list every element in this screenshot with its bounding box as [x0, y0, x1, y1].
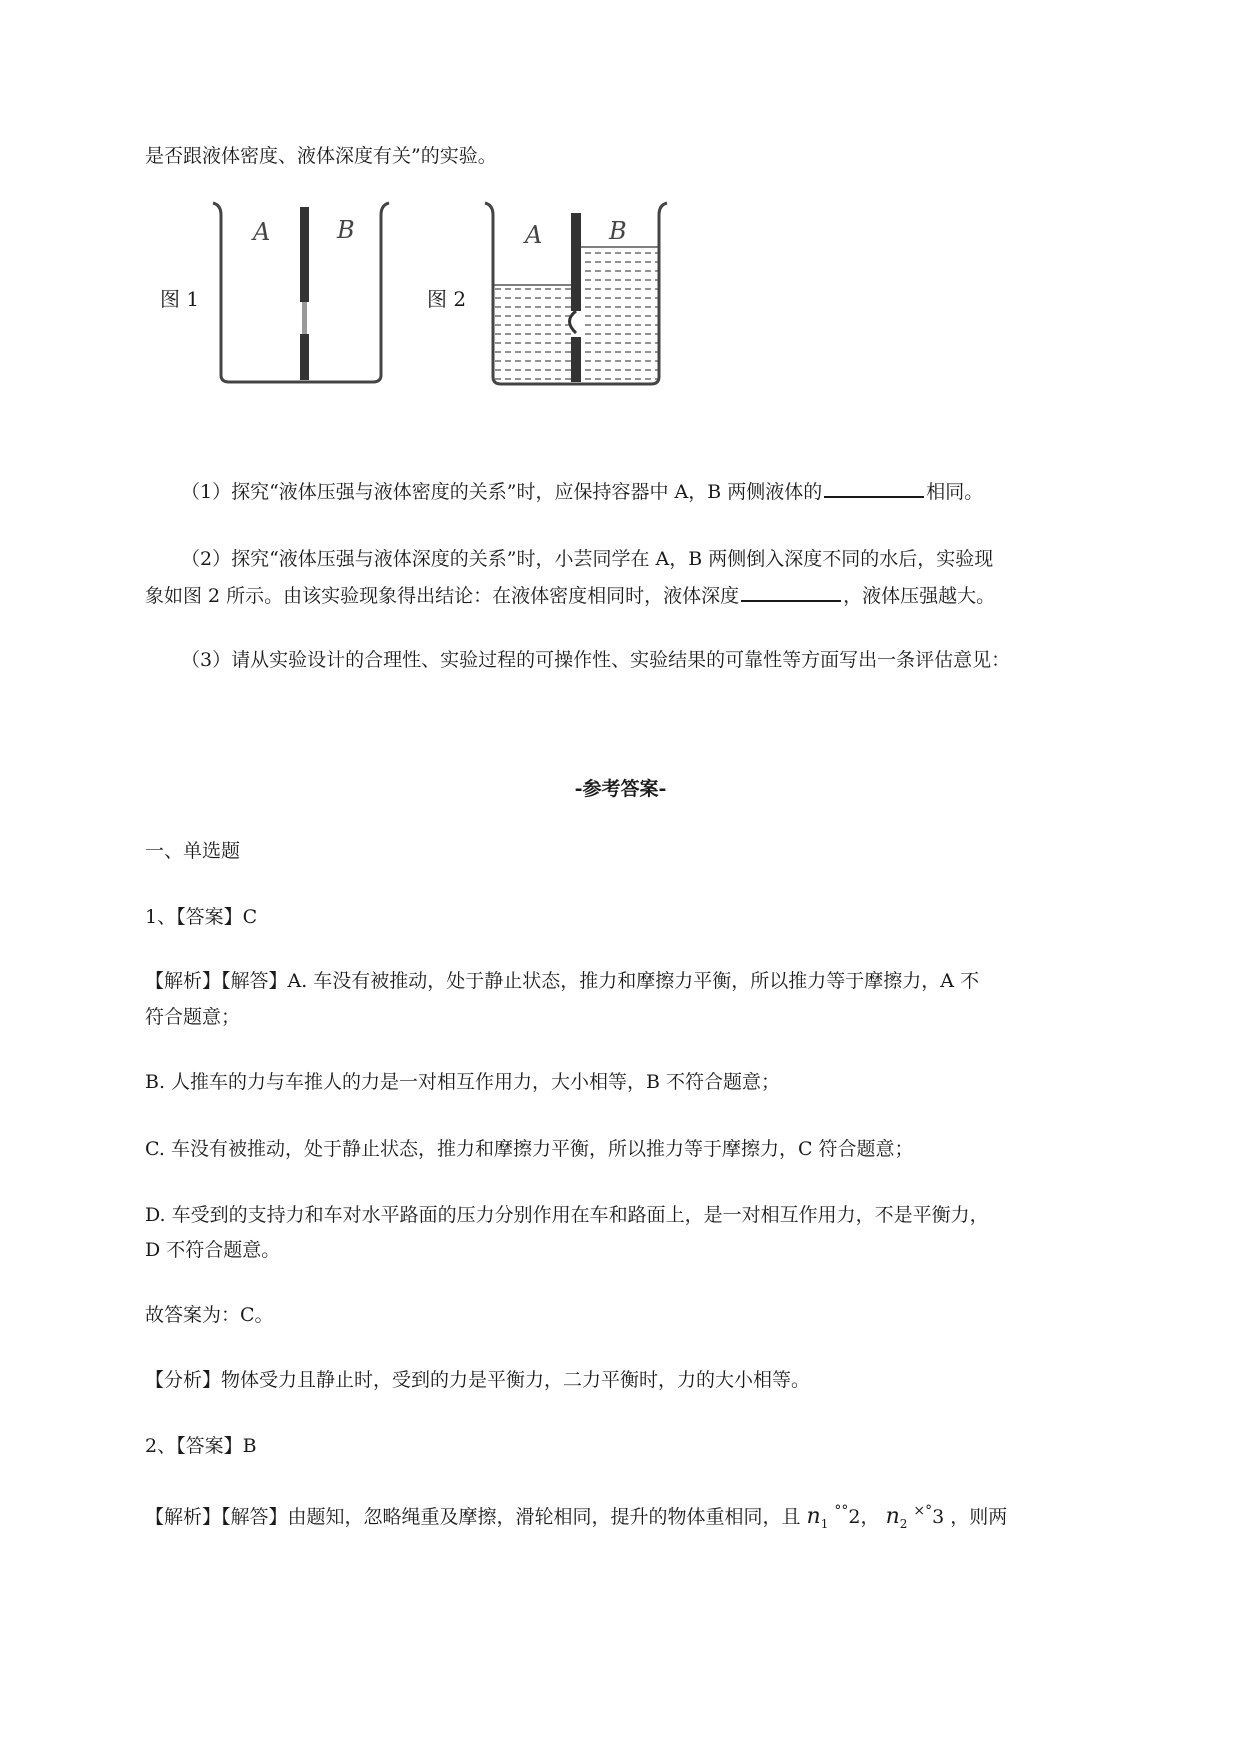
answer-blank-2[interactable] — [741, 582, 841, 602]
figure-1-label-b: B — [337, 216, 355, 244]
answer-1-fenxi: 【分析】物体受力且静止时，受到的力是平衡力，二力平衡时，力的大小相等。 — [145, 1369, 811, 1391]
figure-1-label-a: A — [253, 218, 271, 246]
answer-blank-1[interactable] — [824, 478, 924, 498]
figure-2-label-b: B — [609, 217, 627, 245]
figure-2-label: 图 2 — [427, 287, 467, 311]
question-2-line-1: （2）探究“液体压强与液体深度的关系”时，小芸同学在 A，B 两侧倒入深度不同的水后，实验现 — [181, 548, 994, 570]
answer-1-option-b: B. 人推车的力与车推人的力是一对相互作用力，大小相等，B 不符合题意； — [145, 1071, 781, 1093]
answer-1-option-d-line-1: D. 车受到的支持力和车对水平路面的压力分别作用在车和路面上，是一对相互作用力，不是平衡力， — [145, 1204, 989, 1226]
answer-1-analysis-line-2: 符合题意； — [145, 1006, 241, 1028]
figure-2-label-a: A — [525, 221, 543, 249]
answer-1-option-d-line-2: D 不符合题意。 — [145, 1239, 281, 1261]
answer-1-option-c: C. 车没有被推动，处于静止状态，推力和摩擦力平衡，所以推力等于摩擦力，C 符合题意； — [145, 1138, 914, 1160]
answer-1-conclusion: 故答案为：C。 — [145, 1304, 274, 1326]
figure-2-beaker — [475, 195, 675, 395]
question-3: （3）请从实验设计的合理性、实验过程的可操作性、实验结果的可靠性等方面写出一条评估意见： — [181, 649, 1011, 671]
answer-2-heading: 2、【答案】B — [145, 1435, 257, 1457]
answer-2-analysis: 【解析】【解答】由题知，忽略绳重及摩擦，滑轮相同，提升的物体重相同，且 $n_1$ °°2， $n_2$ ×°3 ，则两 — [145, 1503, 1008, 1531]
answer-section-title: -参考答案- — [574, 778, 667, 800]
section-heading: 一、单选题 — [145, 840, 241, 862]
question-1: （1）探究“液体压强与液体密度的关系”时，应保持容器中 A，B 两侧液体的 相同。 — [181, 478, 983, 506]
intro-line: 是否跟液体密度、液体深度有关”的实验。 — [145, 145, 497, 167]
figure-1-label: 图 1 — [160, 287, 200, 311]
answer-1-analysis-line-1: 【解析】【解答】A. 车没有被推动，处于静止状态，推力和摩擦力平衡，所以推力等于摩擦力，A 不 — [145, 970, 980, 992]
question-2-line-2: 象如图 2 所示。由该实验现象得出结论：在液体密度相同时，液体深度 ，液体压强越大。 — [145, 582, 995, 610]
answer-1-heading: 1、【答案】C — [145, 906, 258, 928]
figure-1-beaker — [205, 195, 395, 390]
